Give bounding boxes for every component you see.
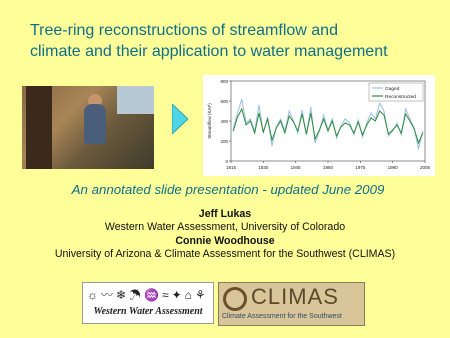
affiliation-1: Western Water Assessment, University of Colorado	[104, 221, 346, 234]
streamflow-chart-svg	[203, 75, 435, 176]
x-tick-label: 1945	[290, 165, 301, 170]
spiral-icon	[223, 287, 247, 311]
credits-block	[0, 208, 450, 262]
wwa-pictograph-icons: ☼〰❄☂♒≈✦⌂⚘	[87, 288, 209, 302]
slide-title	[30, 20, 430, 62]
x-tick-label: 1930	[258, 165, 269, 170]
tree-coring-photo	[22, 86, 154, 169]
slide-subtitle: An annotated slide presentation - updated June 2009	[71, 182, 385, 197]
x-tick-label: 1915	[225, 165, 237, 170]
author-1: Jeff Lukas	[198, 208, 252, 220]
y-tick-label: 200	[220, 139, 228, 144]
legend-label: Reconstructed	[385, 94, 416, 100]
western-water-assessment-logo	[82, 282, 214, 324]
title-line-1: Tree-ring reconstructions of streamflow and	[30, 22, 338, 39]
affiliation-2: University of Arizona & Climate Assessment for the Southwest (CLIMAS)	[54, 248, 396, 261]
climas-logo	[218, 282, 365, 326]
x-tick-label: 2005	[419, 165, 431, 170]
x-tick-label: 1975	[355, 165, 366, 170]
wwa-logo-text: Western Water Assessment	[93, 306, 203, 317]
y-tick-label: 600	[220, 99, 228, 104]
y-tick-label: 0	[225, 159, 228, 164]
legend-label: Gaged	[385, 86, 400, 92]
climas-logo-name: CLIMAS	[251, 284, 339, 309]
series-line-reconstructed	[233, 109, 423, 143]
climas-logo-tagline: Climate Assessment for the Southwest	[222, 313, 342, 320]
y-tick-label: 800	[220, 79, 228, 84]
streamflow-chart	[203, 75, 435, 176]
photo-sky	[117, 86, 154, 114]
author-2: Connie Woodhouse	[175, 234, 275, 247]
title-line-2: climate and their application to water management	[30, 43, 388, 60]
y-axis-label: Streamflow (KAF)	[207, 103, 212, 139]
y-tick-label: 400	[220, 119, 228, 124]
photo-person	[84, 104, 106, 144]
photo-tree-trunk	[26, 86, 52, 169]
x-tick-label: 1990	[387, 165, 398, 170]
arrow-right-icon	[172, 104, 188, 134]
x-tick-label: 1960	[322, 165, 334, 170]
